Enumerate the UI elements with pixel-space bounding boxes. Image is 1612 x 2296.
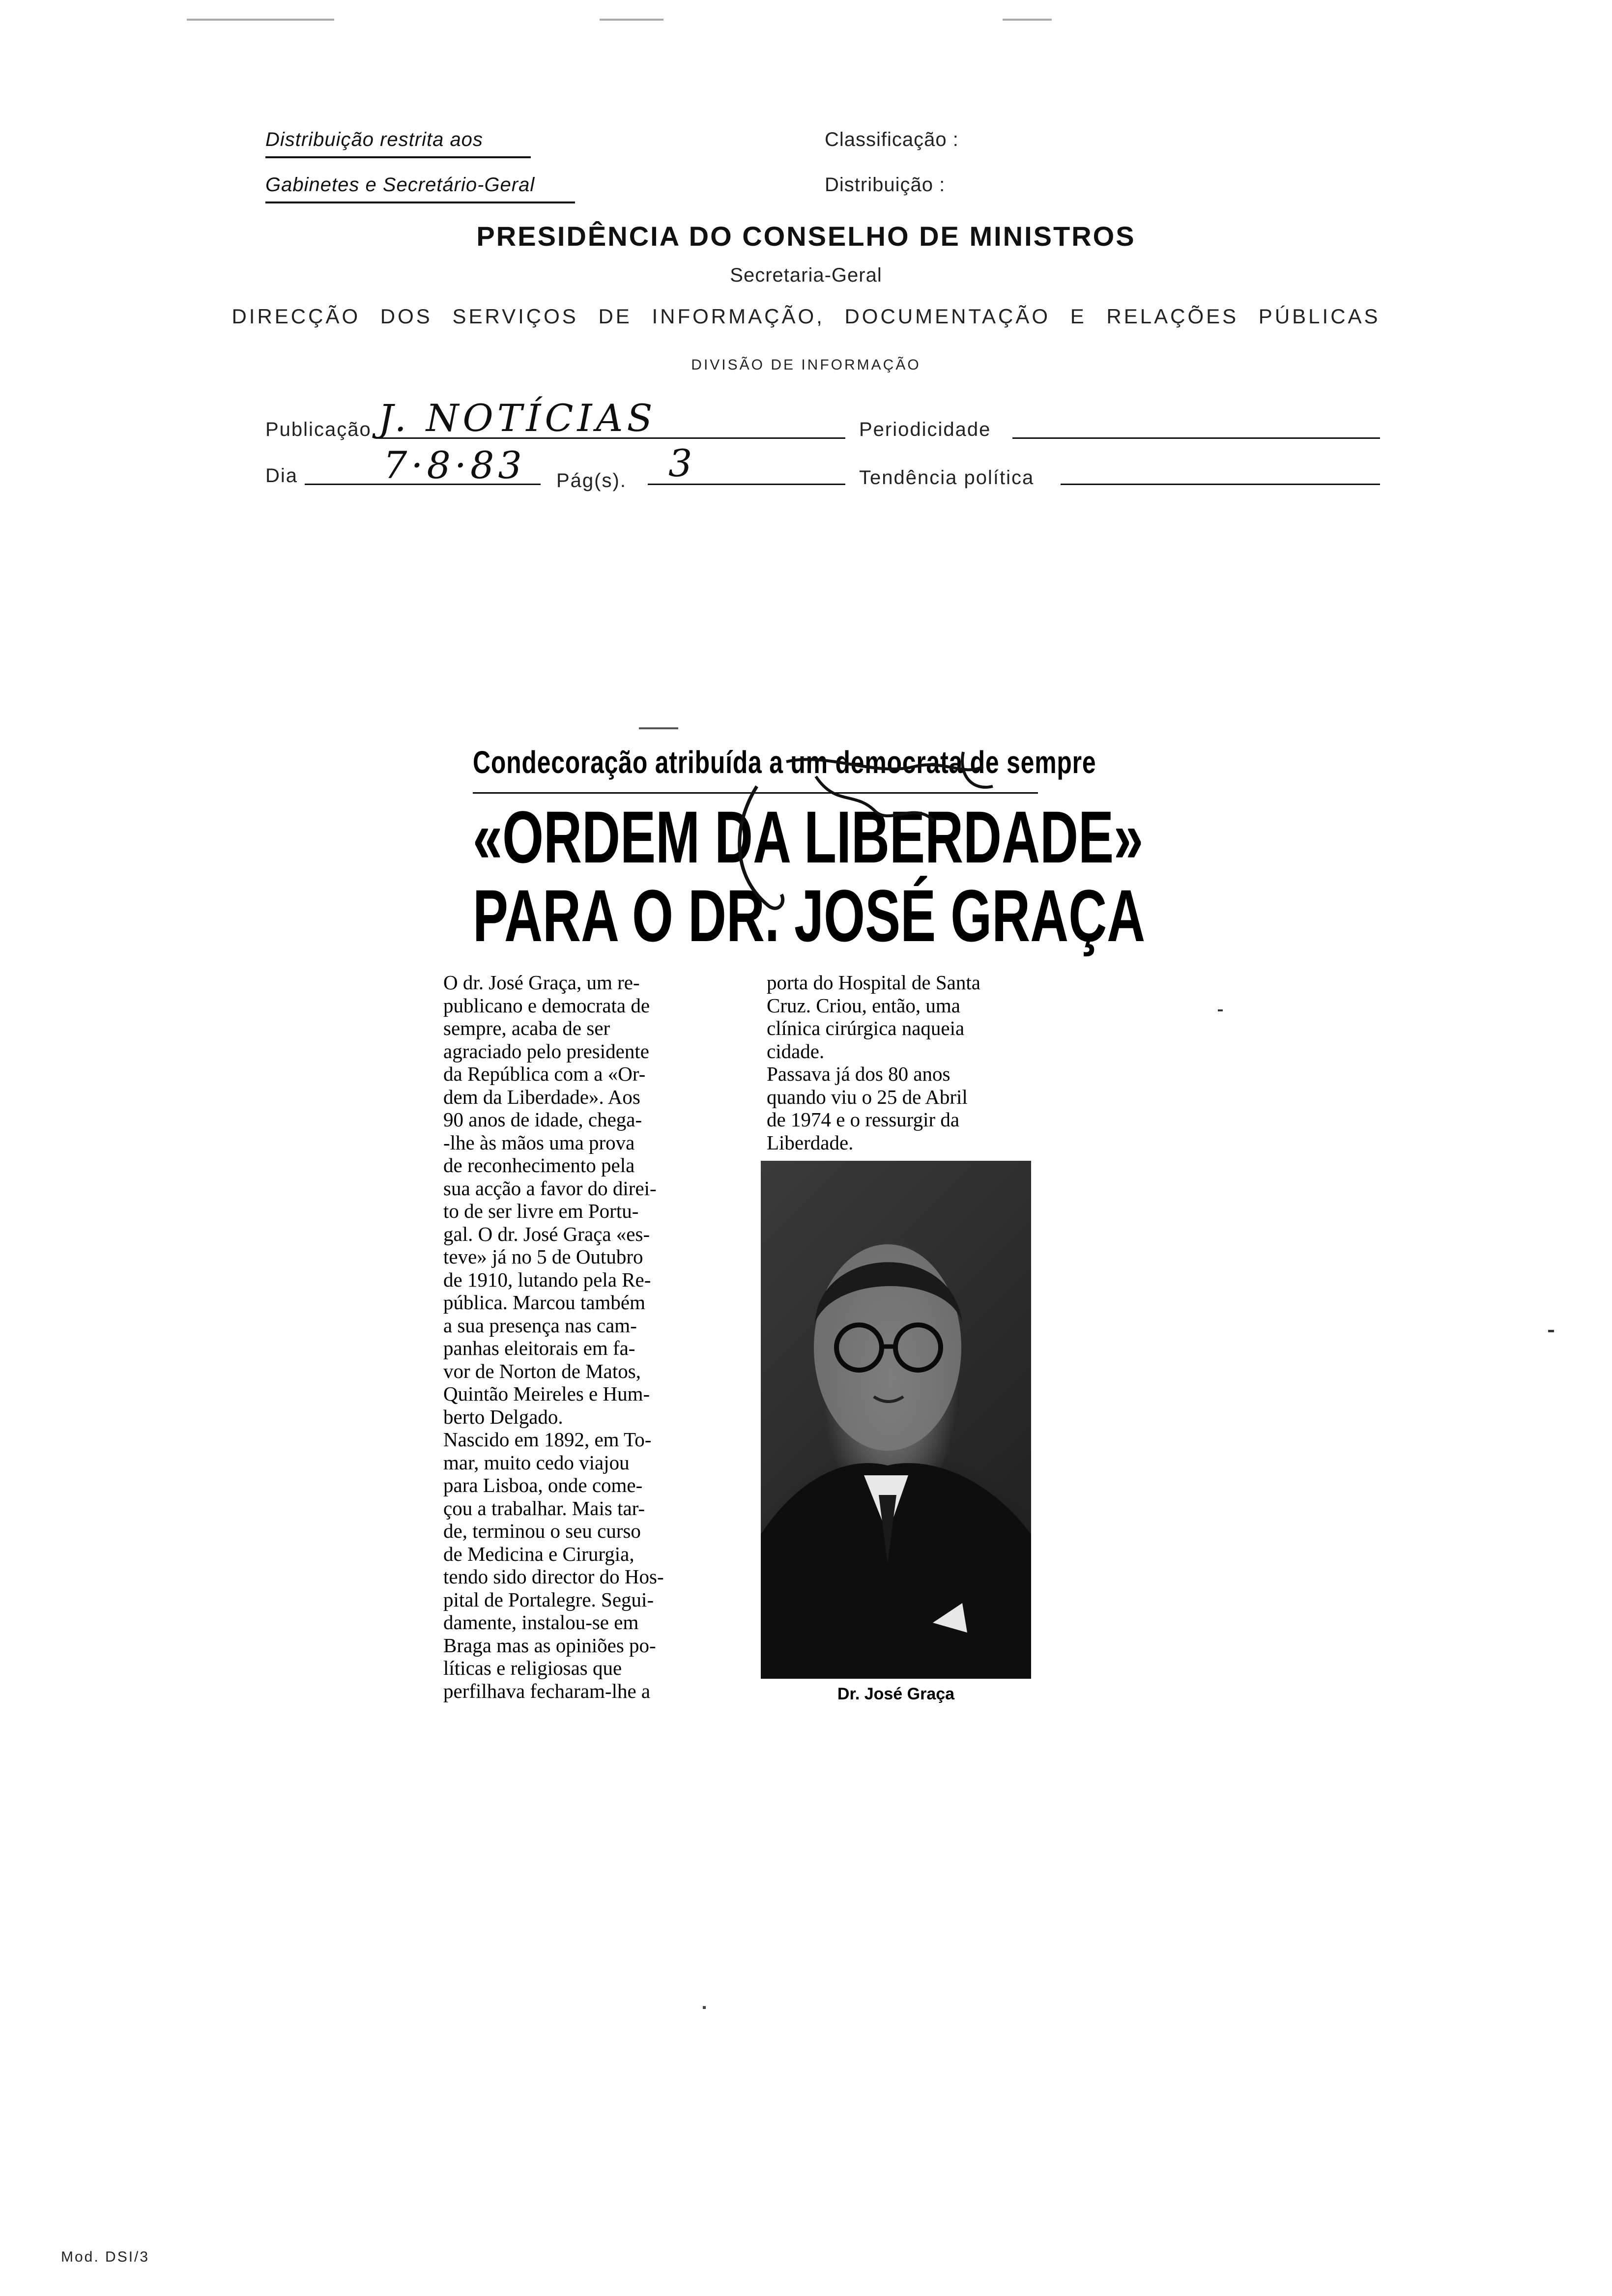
article-kicker: Condecoração atribuída a um democrata de sempre (473, 745, 1096, 780)
page-title: PRESIDÊNCIA DO CONSELHO DE MINISTROS (476, 221, 1136, 252)
distribution-label: Distribuição : (825, 174, 946, 196)
clipping-mark (639, 727, 678, 729)
scan-speck (1548, 1330, 1554, 1332)
tendencia-line (1061, 484, 1380, 485)
classification-label: Classificação : (825, 129, 959, 150)
scan-mark (600, 19, 663, 21)
headline-line2: PARA O DR. JOSÉ GRAÇA (473, 874, 1146, 957)
secretaria-geral: Secretaria-Geral (730, 264, 882, 286)
header-rule (265, 156, 531, 158)
publicacao-label: Publicação (265, 419, 372, 440)
scan-speck (1218, 1009, 1223, 1011)
distribution-restriction-line2: Gabinetes e Secretário-Geral (265, 174, 535, 196)
scan-speck (703, 2006, 706, 2009)
pen-scribble (727, 747, 1032, 953)
periodicidade-line (1012, 437, 1380, 439)
article-column-1: O dr. José Graça, um re- publicano e democrata de sempre, acaba de ser agraciado pelo presidente da República com a «Or- dem da Liberdade». Aos 90 anos de idade, chega- -lhe às mãos uma prova de reconhecimento pela sua acção a favor do direi- to de ser livre em Portu- gal. O dr. José Graça «es- teve» já no 5 de Outubro de 1910, lutando pela Re- pública. Marcou também a sua presença nas cam- panhas eleitorais em fa- vor de Norton de Matos, Quintão Meireles e Hum- berto Delgado. Nascido em 1892, em To- mar, muito cedo viajou para Lisboa, onde come- çou a trabalhar. Mais tar- de, terminou o seu curso de Medicina e Cirurgia, tendo sido director do Hos- pital de Portalegre. Segui- damente, instalou-se em Braga mas as opiniões po- líticas e religiosas que perfilhava fecharam-lhe a (443, 971, 664, 1702)
scan-mark (1003, 19, 1052, 21)
form-model-code: Mod. DSI/3 (61, 2249, 150, 2265)
periodicidade-label: Periodicidade (859, 419, 991, 440)
portrait-photo (761, 1161, 1031, 1679)
dia-handwritten: 7·8·83 (383, 443, 526, 487)
publicacao-handwritten: J. NOTÍCIAS (378, 396, 657, 440)
photo-caption: Dr. José Graça (837, 1685, 955, 1703)
divisao-informacao: DIVISÃO DE INFORMAÇÃO (691, 357, 921, 373)
pag-handwritten: 3 (668, 441, 696, 485)
headline-line1: «ORDEM DA LIBERDADE» (473, 796, 1144, 878)
scan-mark (187, 19, 334, 21)
tendencia-label: Tendência política (859, 467, 1035, 488)
header-rule (265, 201, 575, 203)
direccao-servicos: DIRECÇÃO DOS SERVIÇOS DE INFORMAÇÃO, DOCUMENTAÇÃO E RELAÇÕES PÚBLICAS (231, 305, 1381, 328)
distribution-restriction-line1: Distribuição restrita aos (265, 129, 483, 150)
article-column-2: porta do Hospital de Santa Cruz. Criou, então, uma clínica cirúrgica naqueia cidade. Passava já dos 80 anos quando viu o 25 de Abril de 1974 e o ressurgir da Liberdade. (767, 971, 980, 1154)
dia-label: Dia (265, 465, 298, 487)
pag-label: Pág(s). (556, 470, 627, 491)
